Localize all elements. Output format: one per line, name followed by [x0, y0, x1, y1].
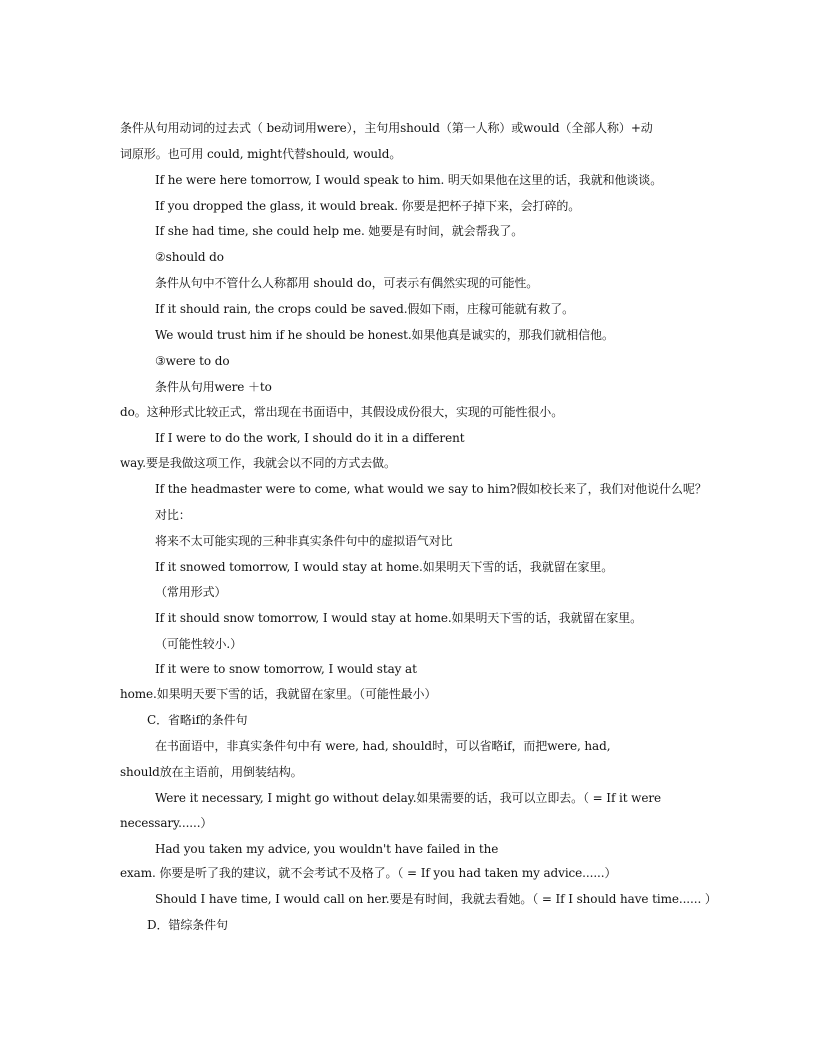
paragraph-line: 条件从句中不管什么人称都用 should do，可表示有偶然实现的可能性。 — [155, 276, 539, 290]
example-line: Were it necessary, I might go without delay.如果需要的话，我可以立即去。（ = If it were — [155, 791, 661, 805]
section-heading: 对比： — [155, 508, 191, 522]
section-heading: D．错综条件句 — [147, 918, 228, 932]
note-line: （可能性较小.） — [155, 637, 243, 651]
example-line: necessary......） — [120, 816, 213, 830]
example-line: way.要是我做这项工作，我就会以不同的方式去做。 — [120, 456, 396, 470]
example-line: If it should snow tomorrow, I would stay at home.如果明天下雪的话，我就留在家里。 — [155, 611, 643, 625]
paragraph-line: 条件从句用were ＋to — [155, 380, 272, 394]
note-line: （常用形式） — [155, 585, 227, 599]
paragraph-line: should放在主语前，用倒装结构。 — [120, 765, 303, 779]
paragraph-line: 在书面语中，非真实条件句中有 were, had, should时，可以省略if，而把were, had, — [155, 739, 611, 753]
example-line: If he were here tomorrow, I would speak to him. 明天如果他在这里的话，我就和他谈谈。 — [155, 173, 663, 187]
paragraph-line: 条件从句用动词的过去式（ be动词用were），主句用should（第一人称）或would（全部人称）+动 — [120, 121, 653, 135]
example-line: If you dropped the glass, it would break. 你要是把杯子掉下来，会打碎的。 — [155, 199, 581, 213]
example-line: If it should rain, the crops could be saved.假如下雨，庄稼可能就有救了。 — [155, 302, 575, 316]
paragraph-line: 词原形。也可用 could, might代替should, would。 — [120, 147, 402, 161]
example-line: We would trust him if he should be honest.如果他真是诚实的，那我们就相信他。 — [155, 328, 614, 342]
paragraph-line: do。这种形式比较正式，常出现在书面语中，其假设成份很大，实现的可能性很小。 — [120, 405, 564, 419]
example-line: Had you taken my advice, you wouldn't have failed in the — [155, 842, 499, 856]
section-heading: C．省略if的条件句 — [147, 713, 248, 727]
paragraph-line: 将来不太可能实现的三种非真实条件句中的虚拟语气对比 — [155, 534, 453, 548]
example-line: exam. 你要是听了我的建议，就不会考试不及格了。（ = If you had taken my advice......） — [120, 866, 617, 880]
example-line: If the headmaster were to come, what would we say to him?假如校长来了，我们对他说什么呢？ — [155, 482, 707, 496]
example-line: If it were to snow tomorrow, I would stay at — [155, 662, 417, 676]
section-heading: ③were to do — [155, 354, 230, 368]
example-line: If I were to do the work, I should do it in a different — [155, 431, 465, 445]
example-line: Should I have time, I would call on her.要是有时间，我就去看她。（ = If I should have time...... ） — [155, 892, 717, 906]
section-heading: ②should do — [155, 250, 224, 264]
example-line: home.如果明天要下雪的话，我就留在家里。（可能性最小） — [120, 687, 437, 701]
example-line: If she had time, she could help me. 她要是有时间，就会帮我了。 — [155, 224, 524, 238]
example-line: If it snowed tomorrow, I would stay at home.如果明天下雪的话，我就留在家里。 — [155, 560, 614, 574]
